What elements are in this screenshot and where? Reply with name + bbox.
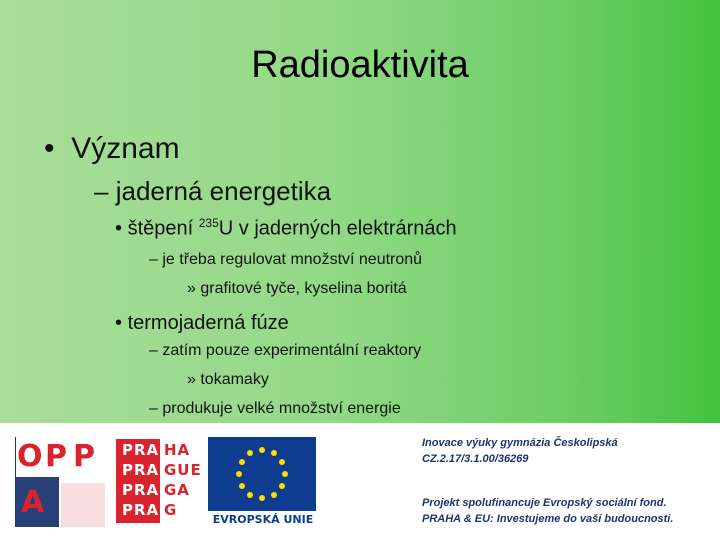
praha-logo-cell: GUE [164, 461, 202, 479]
bullet-text: zatím pouze experimentální reaktory [162, 342, 422, 359]
bullet-level1 [44, 132, 180, 166]
oppa-letter: P [73, 439, 95, 474]
bullet-level5 [187, 280, 407, 298]
funding-info [422, 495, 673, 527]
project-name: Inovace výuky gymnázia Českolipská [422, 437, 618, 449]
bullet-marker: • [44, 132, 55, 165]
praha-logo-cell: PRA [122, 441, 160, 459]
praha-logo-right-column [160, 439, 202, 523]
bullet-level4 [149, 342, 421, 360]
bullet-marker: » [187, 280, 196, 297]
praha-logo-cell: PRA [122, 481, 160, 499]
bullet-marker: • [115, 312, 123, 334]
praha-logo-cell: HA [164, 441, 191, 459]
oppa-letter: P [45, 439, 67, 474]
bullet-text: štěpení [127, 217, 199, 240]
bullet-level4 [149, 400, 401, 418]
eu-stars-graphic [208, 437, 316, 511]
praha-logo-cell: PRA [122, 461, 160, 479]
praha-logo-cell: GA [164, 481, 190, 499]
bullet-text: je třeba regulovat množství neutronů [162, 251, 423, 268]
bullet-marker: – [149, 400, 158, 417]
funding-statement: Projekt spolufinancuje Evropský sociální fond. [422, 497, 667, 509]
oppa-logo [15, 437, 105, 527]
bullet-marker: » [187, 371, 196, 388]
bullet-text: jaderná energetika [115, 176, 332, 206]
project-code: CZ.2.17/3.1.00/36269 [422, 453, 529, 465]
bullet-marker: • [115, 217, 123, 240]
oppa-letter: A [21, 485, 45, 520]
praha-logo-left-column [116, 439, 160, 523]
praha-logo [116, 439, 202, 523]
bullet-marker: – [149, 251, 158, 268]
praha-logo-cell: G [164, 501, 178, 519]
funding-slogan: PRAHA & EU: Investujeme do vaší budoucnosti. [422, 513, 674, 525]
bullet-level3 [115, 312, 289, 335]
bullet-level4 [149, 251, 422, 269]
project-info [422, 435, 618, 467]
eu-flag-icon [208, 437, 316, 511]
bullet-marker: – [149, 342, 158, 359]
bullet-level5 [187, 371, 269, 389]
footer-logo-bar [0, 423, 720, 540]
oppa-letter: O [17, 439, 43, 474]
bullet-text: tokamaky [200, 371, 269, 388]
isotope-mass-number: 235 [198, 216, 219, 230]
bullet-text-continued: U v jaderných elektrárnách [218, 217, 457, 240]
bullet-level3 [115, 216, 457, 241]
slide-title: Radioaktivita [251, 44, 469, 86]
bullet-marker: – [94, 176, 109, 206]
praha-logo-cell: PRA [122, 501, 160, 519]
eu-label: EVROPSKÁ UNIE [212, 513, 314, 526]
bullet-text: produkuje velké množství energie [162, 400, 401, 417]
bullet-text: Význam [71, 132, 180, 165]
bullet-level2 [94, 176, 331, 207]
bullet-text: termojaderná fúze [127, 312, 289, 334]
bullet-text: grafitové tyče, kyselina boritá [200, 280, 407, 297]
